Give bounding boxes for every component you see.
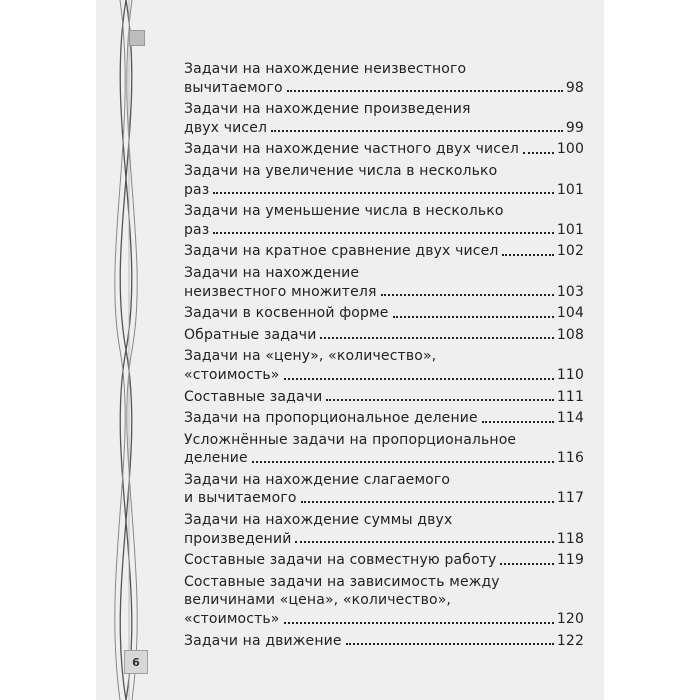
- toc-page-number: 101: [556, 221, 584, 238]
- toc-entry-line: [184, 140, 584, 159]
- toc-entry-line: [184, 221, 584, 240]
- toc-entry-line: [184, 366, 584, 385]
- toc-entry-text: Усложнённые задачи на пропорциональное: [184, 431, 517, 448]
- toc-dot-leader: [287, 89, 563, 92]
- toc-entry-line: [184, 100, 584, 119]
- toc-dot-leader: [271, 129, 563, 132]
- toc-page-number: 114: [556, 410, 584, 427]
- toc-entry: [184, 60, 584, 97]
- toc-dot-leader: [381, 293, 554, 296]
- toc-entry-text: Задачи на нахождение суммы двух: [184, 512, 453, 529]
- toc-entry-text: Задачи на движение: [184, 632, 342, 649]
- toc-entry: [184, 388, 584, 407]
- toc-entry-text: и вычитаемого: [184, 490, 297, 507]
- toc-entry-line: [184, 202, 584, 221]
- toc-entry-line: [184, 489, 584, 508]
- toc-entry-line: [184, 60, 584, 79]
- toc-entry-line: [184, 530, 584, 549]
- toc-page-number: 110: [556, 366, 584, 383]
- toc-entry-line: [184, 471, 584, 490]
- toc-entry: [184, 304, 584, 323]
- toc-entry-line: [184, 283, 584, 302]
- toc-entry-text: Задачи в косвенной форме: [184, 305, 389, 322]
- toc-entry-text: Задачи на нахождение частного двух чисел: [184, 141, 519, 158]
- toc-entry: [184, 431, 584, 468]
- toc-entry: [184, 100, 584, 137]
- toc-entry-text: Обратные задачи: [184, 326, 317, 343]
- toc-page-number: 116: [556, 450, 584, 467]
- toc-page-number: 98: [565, 79, 584, 96]
- toc-entry-text: Задачи на нахождение произведения: [184, 101, 471, 118]
- toc-entry-text: «стоимость»: [184, 611, 280, 628]
- toc-entry: [184, 140, 584, 159]
- toc-entry: [184, 551, 584, 570]
- toc-entry-line: [184, 264, 584, 283]
- toc-dot-leader: [213, 231, 553, 234]
- toc-entry-text: неизвестного множителя: [184, 283, 377, 300]
- toc-page-number: 102: [556, 243, 584, 260]
- toc-page-number: 100: [556, 141, 584, 158]
- toc-entry-line: [184, 242, 584, 261]
- toc-dot-leader: [295, 540, 553, 543]
- toc-entry: [184, 347, 584, 384]
- toc-entry-line: [184, 632, 584, 651]
- toc-page-number: 118: [556, 530, 584, 547]
- toc-page-number: 122: [556, 632, 584, 649]
- toc-entry-text: Составные задачи на совместную работу: [184, 552, 497, 569]
- toc-entry-text: вычитаемого: [184, 79, 283, 96]
- toc-entry-text: Задачи на «цену», «количество»,: [184, 348, 437, 365]
- page-number: 6: [124, 650, 148, 674]
- toc-entry-line: [184, 388, 584, 407]
- toc-page-number: 111: [556, 388, 584, 405]
- toc-dot-leader: [284, 621, 554, 624]
- toc-entry: [184, 162, 584, 199]
- toc-dot-leader: [523, 151, 554, 154]
- toc-entry: [184, 409, 584, 428]
- toc-entry-line: [184, 610, 584, 629]
- toc-entry: [184, 202, 584, 239]
- toc-entry-line: [184, 511, 584, 530]
- toc-entry-text: Задачи на нахождение слагаемого: [184, 471, 451, 488]
- toc-entry-line: [184, 409, 584, 428]
- toc-entry-text: «стоимость»: [184, 366, 280, 383]
- toc-dot-leader: [346, 642, 554, 645]
- toc-entry-text: Задачи на увеличение числа в несколько: [184, 162, 498, 179]
- toc-page-number: 108: [556, 326, 584, 343]
- toc-entry-text: деление: [184, 450, 248, 467]
- toc-entry: [184, 632, 584, 651]
- book-page: [96, 0, 604, 700]
- toc-dot-leader: [213, 191, 553, 194]
- toc-entry-text: Задачи на нахождение: [184, 264, 360, 281]
- toc-entry-line: [184, 551, 584, 570]
- toc-entry-line: [184, 326, 584, 345]
- toc-entry-line: [184, 79, 584, 98]
- toc-entry-text: произведений: [184, 530, 292, 547]
- toc-page-number: 119: [556, 552, 584, 569]
- toc-dot-leader: [393, 315, 554, 318]
- toc-page-number: 101: [556, 181, 584, 198]
- ornament-square: [129, 30, 145, 46]
- toc-entry-text: Задачи на нахождение неизвестного: [184, 61, 467, 77]
- toc-entry: [184, 326, 584, 345]
- toc-entry-text: Задачи на уменьшение числа в несколько: [184, 203, 504, 220]
- toc-entry-line: [184, 304, 584, 323]
- toc-entry-line: [184, 449, 584, 468]
- toc-page-number: 120: [556, 611, 584, 628]
- toc-page-number: 104: [556, 305, 584, 322]
- toc-entry-line: [184, 573, 584, 592]
- toc-dot-leader: [502, 253, 553, 256]
- toc-page-number: 117: [556, 490, 584, 507]
- table-of-contents: [184, 60, 584, 653]
- toc-entry-text: раз: [184, 181, 210, 198]
- toc-entry-line: [184, 431, 584, 450]
- toc-dot-leader: [320, 336, 553, 339]
- toc-entry-line: [184, 591, 584, 610]
- toc-dot-leader: [252, 460, 554, 463]
- toc-page-number: 103: [556, 283, 584, 300]
- toc-entry: [184, 573, 584, 629]
- toc-dot-leader: [482, 420, 554, 423]
- toc-entry-text: Составные задачи на зависимость между: [184, 573, 500, 590]
- toc-dot-leader: [301, 500, 554, 503]
- toc-entry-line: [184, 119, 584, 138]
- toc-entry: [184, 511, 584, 548]
- toc-entry-text: величинами «цена», «количество»,: [184, 592, 452, 609]
- toc-entry-text: Задачи на пропорциональное деление: [184, 410, 478, 427]
- toc-entry-line: [184, 347, 584, 366]
- toc-dot-leader: [326, 398, 553, 401]
- toc-entry-line: [184, 162, 584, 181]
- toc-entry: [184, 264, 584, 301]
- decorative-wave-ornament: [96, 0, 156, 700]
- toc-entry-text: Задачи на кратное сравнение двух чисел: [184, 243, 499, 260]
- toc-entry: [184, 471, 584, 508]
- toc-entry: [184, 242, 584, 261]
- toc-entry-text: Составные задачи: [184, 388, 323, 405]
- toc-entry-text: двух чисел: [184, 119, 268, 136]
- toc-page-number: 99: [565, 119, 584, 136]
- toc-entry-text: раз: [184, 221, 210, 238]
- toc-entry-line: [184, 181, 584, 200]
- toc-dot-leader: [284, 377, 554, 380]
- toc-dot-leader: [500, 562, 553, 565]
